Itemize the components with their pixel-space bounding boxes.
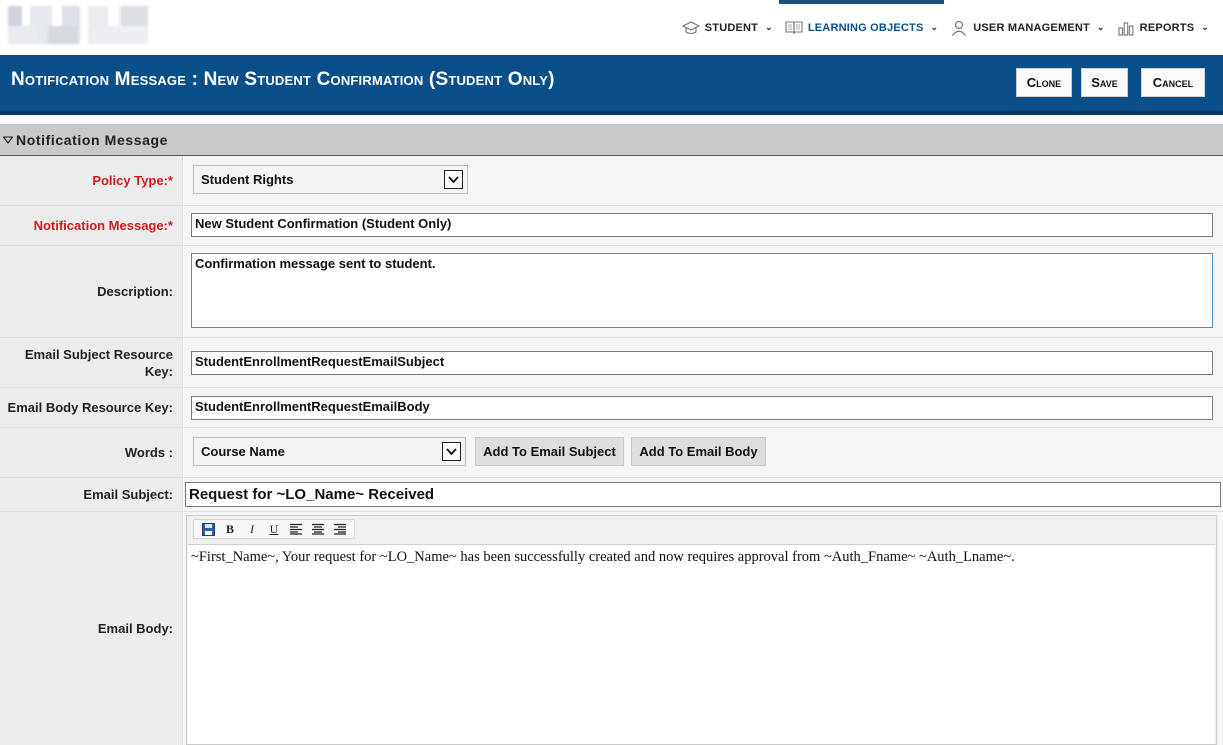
nav-user-management-label: USER MANAGEMENT <box>973 21 1090 34</box>
notification-message-label: Notification Message:* <box>0 206 183 245</box>
notification-form <box>0 156 1223 745</box>
chevron-down-icon: ⌄ <box>1201 22 1209 32</box>
nav-learning-objects-label: LEARNING OBJECTS <box>807 21 924 34</box>
underline-button[interactable]: U <box>269 521 279 536</box>
email-subject-key-label: Email Subject Resource Key: <box>0 338 183 387</box>
description-row <box>0 246 1223 338</box>
email-subject-key-row <box>0 338 1223 388</box>
chevron-down-icon <box>444 170 463 189</box>
clone-button[interactable]: Clone <box>1016 68 1072 97</box>
email-subject-row <box>0 478 1223 512</box>
chevron-down-icon <box>442 442 461 461</box>
email-body-row <box>0 512 1223 745</box>
page-title: Notification Message : New Student Confirmation (Student Only) <box>11 69 555 90</box>
notification-message-row <box>0 206 1223 246</box>
bar-chart-icon <box>1117 20 1135 36</box>
save-icon[interactable] <box>197 520 219 538</box>
policy-type-label: Policy Type:* <box>0 156 183 205</box>
italic-button[interactable]: I <box>250 521 254 536</box>
nav-learning-objects[interactable] <box>779 0 944 55</box>
page-header <box>0 55 1223 115</box>
description-textarea[interactable]: Confirmation message sent to student. <box>191 253 1213 328</box>
description-label: Description: <box>0 246 183 337</box>
email-body-key-row <box>0 388 1223 428</box>
main-nav <box>676 0 1215 55</box>
email-subject-key-input[interactable]: StudentEnrollmentRequestEmailSubject <box>191 351 1213 375</box>
editor-toolbar <box>193 519 355 539</box>
user-icon <box>950 20 968 36</box>
graduation-cap-icon <box>682 20 700 36</box>
policy-type-row <box>0 156 1223 206</box>
add-to-email-body-button[interactable]: Add To Email Body <box>631 437 766 466</box>
nav-user-management[interactable] <box>944 0 1110 55</box>
policy-type-select[interactable] <box>193 165 468 194</box>
email-body-key-input[interactable]: StudentEnrollmentRequestEmailBody <box>191 396 1213 420</box>
chevron-down-icon: ⌄ <box>765 22 773 32</box>
book-icon <box>785 20 803 36</box>
words-select[interactable] <box>193 437 466 466</box>
cancel-button[interactable]: Cancel <box>1141 68 1205 97</box>
email-body-label: Email Body: <box>0 512 183 745</box>
nav-student[interactable] <box>676 0 779 55</box>
nav-reports-label: REPORTS <box>1139 21 1195 34</box>
email-body-content[interactable]: ~First_Name~, Your request for ~LO_Name~ has been successfully created and now requires approval from ~Auth_Fname~ ~Auth_Lname~. <box>188 544 1215 744</box>
words-label: Words : <box>0 428 183 477</box>
email-body-key-label: Email Body Resource Key: <box>0 388 183 427</box>
notification-message-input[interactable]: New Student Confirmation (Student Only) <box>191 213 1213 237</box>
top-nav-bar <box>0 0 1223 55</box>
nav-reports[interactable] <box>1111 0 1215 55</box>
add-to-email-subject-button[interactable]: Add To Email Subject <box>475 437 624 466</box>
email-body-editor <box>186 515 1217 745</box>
bold-button[interactable]: B <box>225 521 234 536</box>
company-logo[interactable] <box>8 6 148 44</box>
section-header[interactable] <box>0 124 1223 156</box>
chevron-down-icon: ⌄ <box>930 22 939 32</box>
triangle-down-icon <box>3 136 13 144</box>
email-subject-label: Email Subject: <box>0 478 183 511</box>
section-title: Notification Message <box>16 131 169 148</box>
chevron-down-icon: ⌄ <box>1096 22 1105 32</box>
words-value: Course Name <box>201 444 285 459</box>
words-row <box>0 428 1223 478</box>
policy-type-value: Student Rights <box>201 172 294 187</box>
align-right-icon[interactable] <box>329 520 351 538</box>
email-subject-input[interactable]: Request for ~LO_Name~ Received <box>185 482 1221 507</box>
save-button[interactable]: Save <box>1081 68 1128 97</box>
align-left-icon[interactable] <box>285 520 307 538</box>
nav-student-label: STUDENT <box>704 21 759 34</box>
align-center-icon[interactable] <box>307 520 329 538</box>
